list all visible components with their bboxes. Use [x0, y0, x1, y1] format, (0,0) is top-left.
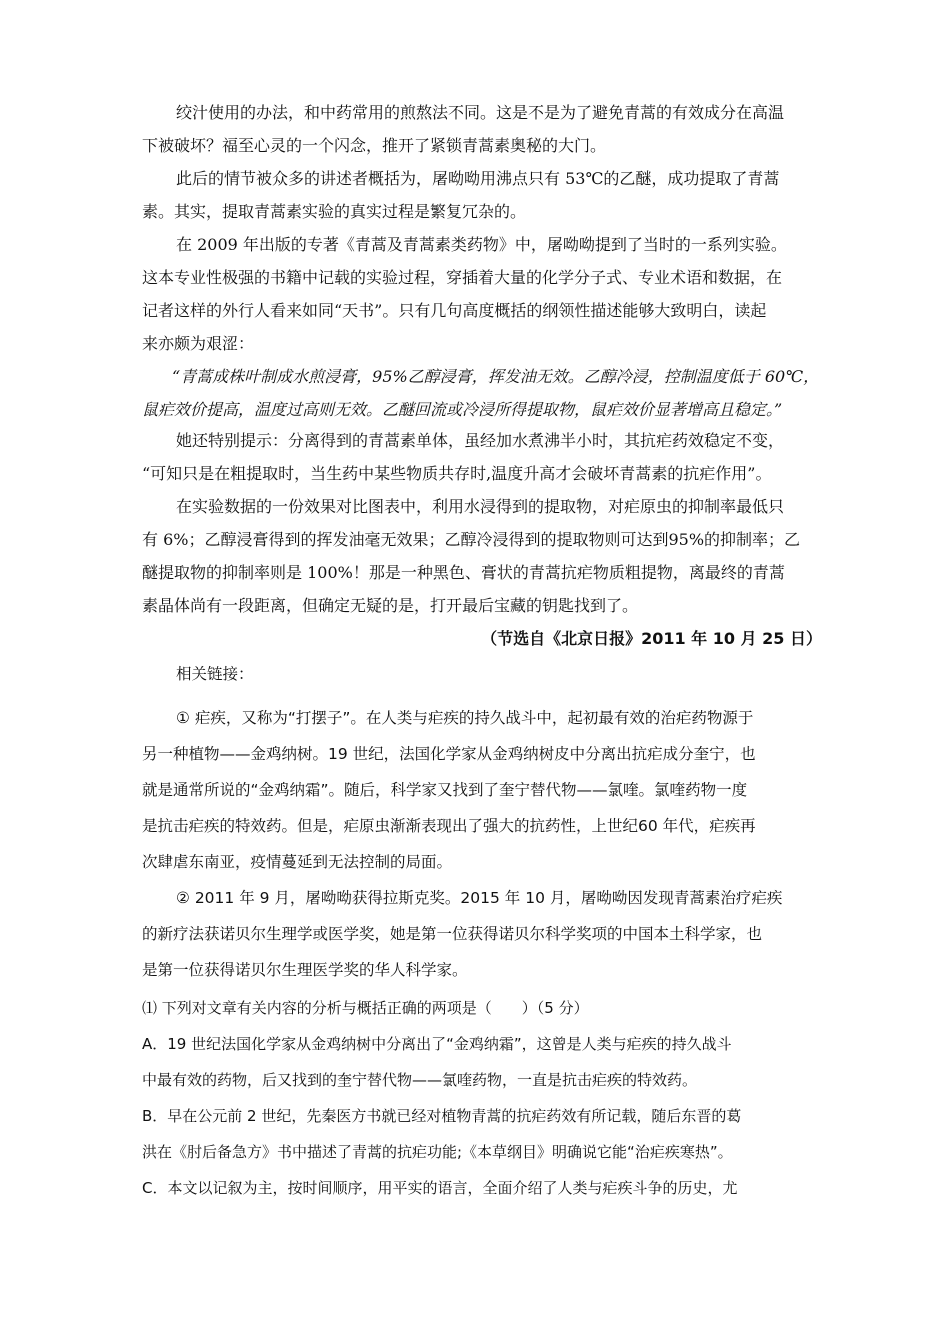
text-line: 素。其实，提取青蒿素实验的真实过程是繁复冗杂的。: [142, 202, 527, 221]
heading-text: 相关链接：: [176, 665, 254, 683]
text-line: 下被破坏？福至心灵的一个闪念，推开了紧锁青蒿素奥秘的大门。: [142, 136, 607, 155]
text-line: A．19 世纪法国化学家从金鸡纳树中分离出了“金鸡纳霜”，这曾是人类与疟疾的持久战斗: [142, 1035, 732, 1053]
text-line: 她还特别提示：分离得到的青蒿素单体，虽经加水煮沸半小时，其抗疟药效稳定不变，: [176, 431, 785, 450]
related-link-1: [142, 700, 822, 880]
text-line: 在实验数据的一份效果对比图表中，利用水浸得到的提取物，对疟原虫的抑制率最低只: [176, 497, 785, 516]
text-line: 在 2009 年出版的专著《青蒿及青蒿素类药物》中，屠呦呦提到了当时的一系列实验。: [176, 235, 787, 254]
text-line: 次肆虐东南亚，疫情蔓延到无法控制的局面。: [142, 853, 453, 871]
paragraph-5: [142, 490, 822, 622]
paragraph-1: [142, 96, 822, 162]
text-line: C．本文以记叙为主，按时间顺序，用平实的语言，全面介绍了人类与疟疾斗争的历史，尤: [142, 1179, 738, 1197]
text-line: 来亦颇为艰涩：: [142, 334, 255, 353]
paragraph-4: [142, 424, 822, 490]
text-line: 素晶体尚有一段距离，但确定无疑的是，打开最后宝藏的钥匙找到了。: [142, 596, 639, 615]
text-line: 的新疗法获诺贝尔生理学或医学奖，她是第一位获得诺贝尔科学奖项的中国本土科学家，也: [142, 925, 763, 943]
question-stem: [142, 990, 822, 1026]
text-line: 中最有效的药物，后又找到的奎宁替代物——氯喹药物，一直是抗击疟疾的特效药。: [142, 1071, 698, 1089]
text-line: 就是通常所说的“金鸡纳霜”。随后，科学家又找到了奎宁替代物——氯喹。氯喹药物一度: [142, 781, 748, 799]
text-line: 是抗击疟疾的特效药。但是，疟原虫渐渐表现出了强大的抗药性，上世纪60 年代，疟疾再: [142, 817, 756, 835]
text-line: ① 疟疾，又称为“打摆子”。在人类与疟疾的持久战斗中，起初最有效的治疟药物源于: [176, 709, 754, 727]
text-line: 醚提取物的抑制率则是 100%！那是一种黑色、膏状的青蒿抗疟物质粗提物，离最终的青蒿: [142, 563, 785, 582]
text-line: 洪在《肘后备急方》书中描述了青蒿的抗疟功能;《本草纲目》明确说它能“治疟疾寒热”。: [142, 1143, 733, 1161]
text-line: 另一种植物——金鸡纳树。19 世纪，法国化学家从金鸡纳树皮中分离出抗疟成分奎宁，也: [142, 745, 756, 763]
text-line: 有 6%；乙醇浸膏得到的挥发油毫无效果；乙醇冷浸得到的提取物则可达到95%的抑制率；乙: [142, 530, 801, 549]
option-b: [142, 1098, 822, 1170]
text-line: “可知只是在粗提取时，当生药中某些物质共存时,温度升高才会破坏青蒿素的抗疟作用”。: [142, 464, 772, 483]
text-line: ② 2011 年 9 月，屠呦呦获得拉斯克奖。2015 年 10 月，屠呦呦因发现青蒿素治疗疟疾: [176, 889, 783, 907]
text-line: ⑴ 下列对文章有关内容的分析与概括正确的两项是（ ）（5 分）: [142, 999, 589, 1017]
text-line: 是第一位获得诺贝尔生理医学奖的华人科学家。: [142, 961, 468, 979]
paragraph-2: [142, 162, 822, 228]
text-line: 绞汁使用的办法，和中药常用的煎熬法不同。这是不是为了避免青蒿的有效成分在高温: [176, 103, 785, 122]
text-line: 记者这样的外行人看来如同“天书”。只有几句高度概括的纲领性描述能够大致明白，读起: [142, 301, 767, 320]
text-line: 此后的情节被众多的讲述者概括为，屠呦呦用沸点只有 53℃的乙醚，成功提取了青蒿: [176, 169, 780, 188]
quotation: [142, 360, 822, 426]
related-links-heading: [142, 658, 822, 691]
text-line: B．早在公元前 2 世纪，先秦医方书就已经对植物青蒿的抗疟药效有所记载，随后东晋的葛: [142, 1107, 742, 1125]
text-line: “青蒿成株叶制成水煎浸膏，95%乙醇浸膏，挥发油无效。乙醇冷浸，控制温度低于 60℃，: [172, 367, 820, 386]
option-c: [142, 1170, 822, 1206]
paragraph-3: [142, 228, 822, 360]
text-line: 鼠疟效价提高，温度过高则无效。乙醚回流或冷浸所得提取物，鼠疟效价显著增高且稳定。”: [142, 400, 783, 419]
related-link-2: [142, 880, 822, 988]
article-source: （节选自《北京日报》2011 年 10 月 25 日）: [481, 629, 822, 648]
option-a: [142, 1026, 822, 1098]
text-line: 这本专业性极强的书籍中记载的实验过程，穿插着大量的化学分子式、专业术语和数据，在: [142, 268, 783, 287]
